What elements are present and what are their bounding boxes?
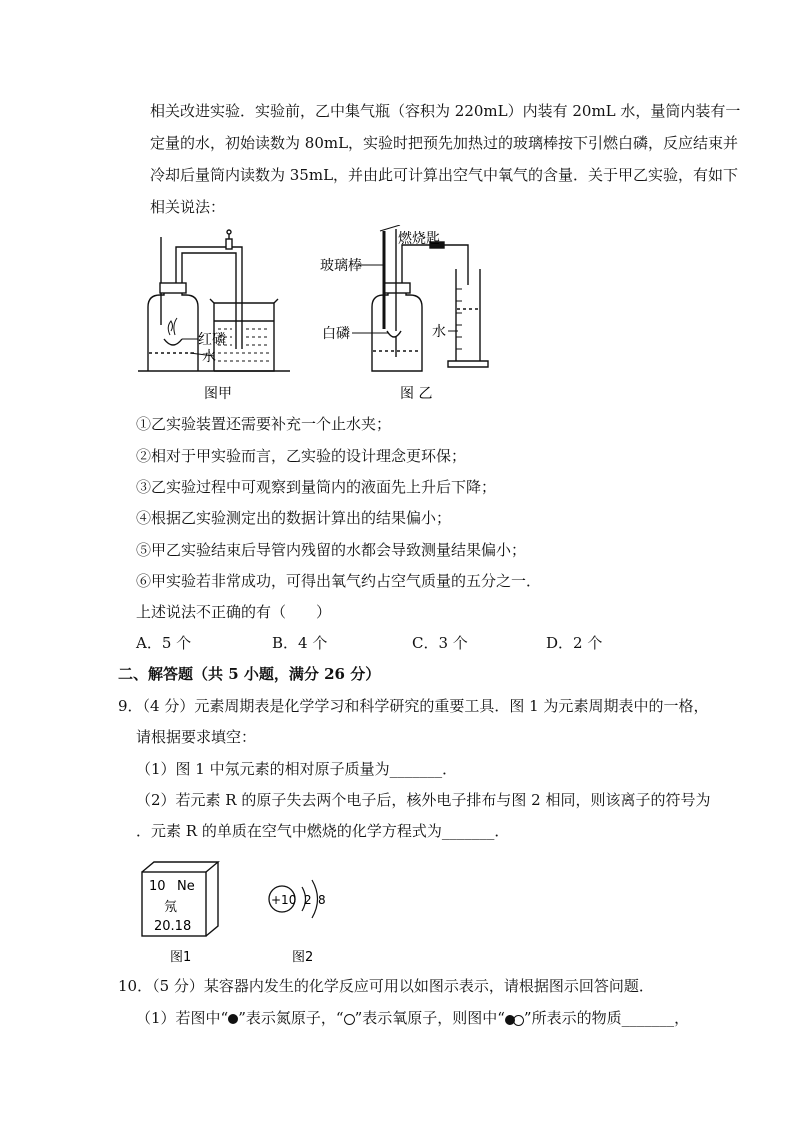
yi-label-white-phosphorus: 白磷 xyxy=(322,326,350,342)
statement-6: ⑥甲实验若非常成功，可得出氧气约占空气质量的五分之一． xyxy=(136,572,542,590)
fig1-caption: 图1 xyxy=(170,950,192,965)
option-d: D．2 个 xyxy=(546,634,603,652)
q9-sub-1: （1）图 1 中氖元素的相对原子质量为_______． xyxy=(136,760,458,778)
filled-circle-icon xyxy=(228,1014,238,1024)
fig2-atom-structure xyxy=(262,868,342,972)
jia-label-red-phosphorus: 红磷 xyxy=(198,332,226,348)
fig2-nucleus: +10 xyxy=(271,893,297,907)
option-b: B．4 个 xyxy=(272,634,328,652)
q10-text-part-2: ”表示氮原子，“ xyxy=(238,1009,344,1027)
statement-4: ④根据乙实验测定出的数据计算出的结果偏小； xyxy=(136,509,452,527)
q9-line-1: 9．（4 分）元素周期表是化学学习和科学研究的重要工具．图 1 为元素周期表中的一格， xyxy=(118,697,709,715)
statement-3: ③乙实验过程中可观察到量筒内的液面先上升后下降； xyxy=(136,478,497,496)
no-molecule-icon xyxy=(505,1009,524,1029)
intro-line-3: 冷却后量筒内读数为 35mL，并由此可计算出空气中氧气的含量．关于甲乙实验，有如下 xyxy=(150,166,739,184)
option-a: A．5 个 xyxy=(136,634,192,652)
q9-sub-2b: ．元素 R 的单质在空气中燃烧的化学方程式为_______． xyxy=(136,822,510,840)
q10-text-part-4: ”所表示的物质_______， xyxy=(523,1009,690,1027)
section-title: 二、解答题（共 5 小题，满分 26 分） xyxy=(118,665,381,683)
fig1-element-cell xyxy=(140,860,236,972)
yi-label-burning-spoon: 燃烧匙 xyxy=(398,231,440,247)
yi-label-water: 水 xyxy=(432,324,446,340)
fig1-symbol: Ne xyxy=(177,879,195,894)
fig2-shell-1: 2 xyxy=(304,893,312,907)
option-c: C．3 个 xyxy=(412,634,468,652)
hollow-circle-icon xyxy=(344,1014,355,1025)
fig1-element-name: 氖 xyxy=(164,900,178,915)
q10-line-2 xyxy=(136,1008,689,1029)
jia-caption: 图甲 xyxy=(204,386,232,402)
statement-2: ②相对于甲实验而言，乙实验的设计理念更环保； xyxy=(136,447,467,465)
fig1-atomic-mass: 20.18 xyxy=(154,919,192,934)
question-prompt: 上述说法不正确的有（ ） xyxy=(136,603,332,621)
yi-caption: 图 乙 xyxy=(400,386,433,402)
q10-line-1: 10．（5 分）某容器内发生的化学反应可用以如图示表示，请根据图示回答问题． xyxy=(118,977,654,995)
q9-sub-2a: （2）若元素 R 的原子失去两个电子后，核外电子排布与图 2 相同，则该离子的符号为 xyxy=(136,791,711,809)
intro-line-2: 定量的水，初始读数为 80mL，实验时把预先加热过的玻璃棒按下引燃白磷，反应结束并 xyxy=(150,134,739,152)
fig1-atomic-number: 10 xyxy=(149,879,166,894)
statement-1: ①乙实验装置还需要补充一个止水夹； xyxy=(136,415,392,433)
fig2-caption: 图2 xyxy=(292,950,314,965)
q9-line-2: 请根据要求填空： xyxy=(136,728,257,746)
q10-text-part-3: ”表示氧原子，则图中“ xyxy=(354,1009,505,1027)
apparatus-figure xyxy=(130,225,560,409)
jia-label-water: 水 xyxy=(202,349,216,365)
intro-line-4: 相关说法： xyxy=(150,198,226,216)
intro-line-1: 相关改进实验．实验前，乙中集气瓶（容积为 220mL）内装有 20mL 水，量筒内装有一 xyxy=(150,102,741,120)
yi-label-glass-rod: 玻璃棒 xyxy=(320,258,362,274)
fig2-shell-2: 8 xyxy=(318,893,326,907)
statement-5: ⑤甲乙实验结束后导管内残留的水都会导致测量结果偏小； xyxy=(136,541,527,559)
q10-text-part-1: （1）若图中“ xyxy=(136,1009,229,1027)
